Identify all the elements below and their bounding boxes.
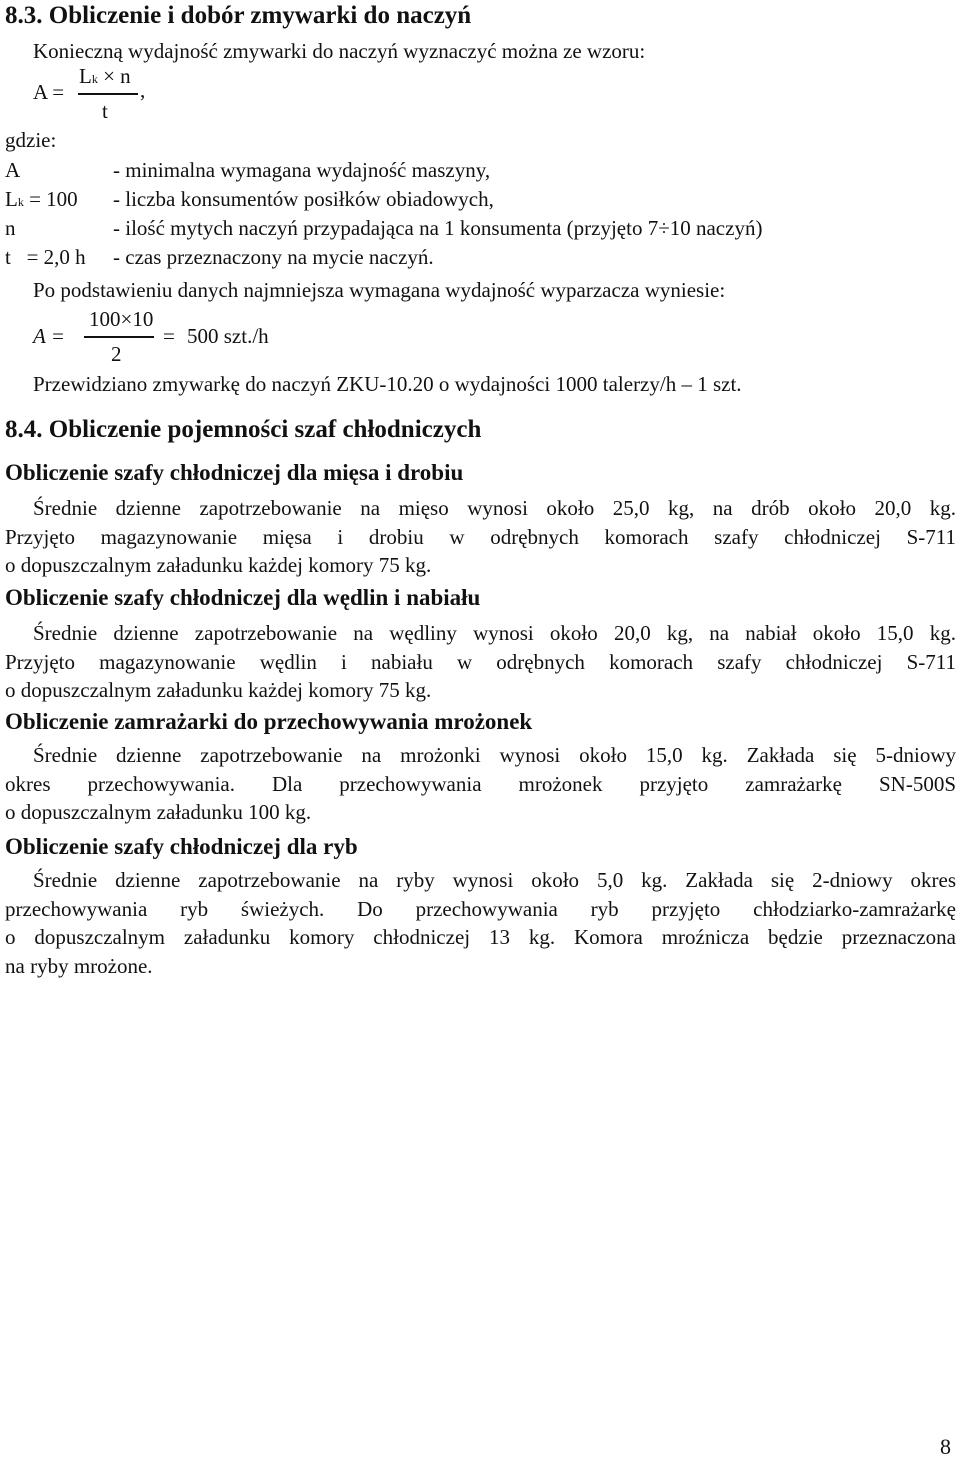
paragraph-line: okres przechowywania. Dla przechowywania mrożonek przyjęto zamrażarkę SN-500S bbox=[5, 771, 956, 796]
formula-num-sub: k bbox=[91, 72, 98, 86]
po-podstawieniu-text: Po podstawieniu danych najmniejsza wymagana wydajność wyparzacza wyniesie: bbox=[33, 278, 726, 302]
def-desc-n: - ilość mytych naczyń przypadająca na 1 konsumenta (przyjęto 7÷10 naczyń) bbox=[113, 216, 763, 240]
paragraph-line: Średnie dzienne zapotrzebowanie na mięso wynosi około 25,0 kg, na drób około 20,0 kg. bbox=[33, 496, 956, 520]
intro-text: Konieczną wydajność zmywarki do naczyń wyznaczyć można ze wzoru: bbox=[33, 39, 646, 63]
paragraph-line: Przyjęto magazynowanie wędlin i nabiału w odrębnych komorach szafy chłodniczej S-711 bbox=[5, 649, 956, 674]
subsection-title-meat: Obliczenie szafy chłodniczej dla mięsa i drobiu bbox=[5, 460, 464, 485]
formula-num-L: L bbox=[79, 64, 92, 88]
paragraph-line: Średnie dzienne zapotrzebowanie na ryby wynosi około 5,0 kg. Zakłada się 2-dniowy okres bbox=[33, 868, 956, 892]
formula-denominator: t bbox=[102, 99, 108, 123]
fraction-bar bbox=[78, 93, 138, 95]
paragraph-meat bbox=[5, 494, 956, 580]
gdzie-label: gdzie: bbox=[5, 128, 57, 152]
paragraph-line: o dopuszczalnym załadunku 100 kg. bbox=[5, 800, 312, 824]
formula-comma: , bbox=[140, 78, 146, 102]
formula2-numerator: 100×10 bbox=[89, 307, 154, 331]
page-number: 8 bbox=[940, 1434, 951, 1459]
def-desc-A: - minimalna wymagana wydajność maszyny, bbox=[113, 158, 491, 182]
def-var-Lk: Lk = 100 bbox=[5, 187, 78, 211]
formula2-eq: = bbox=[163, 324, 175, 348]
paragraph-line: Średnie dzienne zapotrzebowanie na wędliny wynosi około 20,0 kg, na nabiał około 15,0 kg. bbox=[33, 621, 956, 645]
paragraph-line: na ryby mrożone. bbox=[5, 953, 153, 978]
fraction2-bar bbox=[84, 336, 154, 338]
paragraph-freezer bbox=[5, 741, 956, 827]
paragraph-line: Średnie dzienne zapotrzebowanie na mrożonki wynosi około 15,0 kg. Zakłada się 5-dniowy bbox=[33, 743, 956, 767]
def-desc-t: - czas przeznaczony na mycie naczyń. bbox=[113, 245, 434, 269]
paragraph-fish bbox=[5, 866, 956, 980]
subsection-title-freezer: Obliczenie zamrażarki do przechowywania mrożonek bbox=[5, 709, 533, 734]
paragraph-line: o dopuszczalnym załadunku każdej komory 75 kg. bbox=[5, 678, 432, 702]
formula-num-times: × bbox=[103, 64, 115, 88]
formula-numerator bbox=[79, 62, 131, 94]
subsection-title-fish: Obliczenie szafy chłodniczej dla ryb bbox=[5, 834, 358, 859]
section-heading-8-4: 8.4. Obliczenie pojemności szaf chłodniczych bbox=[5, 416, 482, 443]
formula2-lhs: A = bbox=[33, 324, 65, 348]
paragraph-line: Przyjęto magazynowanie mięsa i drobiu w odrębnych komorach szafy chłodniczej S-711 bbox=[5, 524, 956, 549]
paragraph-dairy bbox=[5, 619, 956, 705]
def-var-t: t = 2,0 h bbox=[5, 245, 86, 269]
formula2-result: 500 szt./h bbox=[187, 324, 269, 348]
def-var-A: A bbox=[5, 158, 21, 182]
formula-num-n: n bbox=[120, 64, 131, 88]
def-desc-Lk: - liczba konsumentów posiłków obiadowych, bbox=[113, 187, 494, 211]
formula2-denominator: 2 bbox=[111, 342, 122, 366]
paragraph-line: o dopuszczalnym załadunku każdej komory 75 kg. bbox=[5, 553, 432, 577]
section-heading-8-3: 8.3. Obliczenie i dobór zmywarki do naczyń bbox=[5, 2, 472, 29]
przewidziano-text: Przewidziano zmywarkę do naczyń ZKU-10.20 o wydajności 1000 talerzy/h – 1 szt. bbox=[33, 372, 742, 396]
paragraph-line: przechowywania ryb świeżych. Do przechowywania ryb przyjęto chłodziarko-zamrażarkę bbox=[5, 896, 956, 921]
paragraph-line: o dopuszczalnym załadunku komory chłodniczej 13 kg. Komora mroźnicza będzie przeznaczona bbox=[5, 925, 956, 949]
formula-lhs: A = bbox=[33, 80, 65, 104]
def-var-n: n bbox=[5, 216, 16, 240]
subsection-title-dairy: Obliczenie szafy chłodniczej dla wędlin i nabiału bbox=[5, 585, 481, 610]
